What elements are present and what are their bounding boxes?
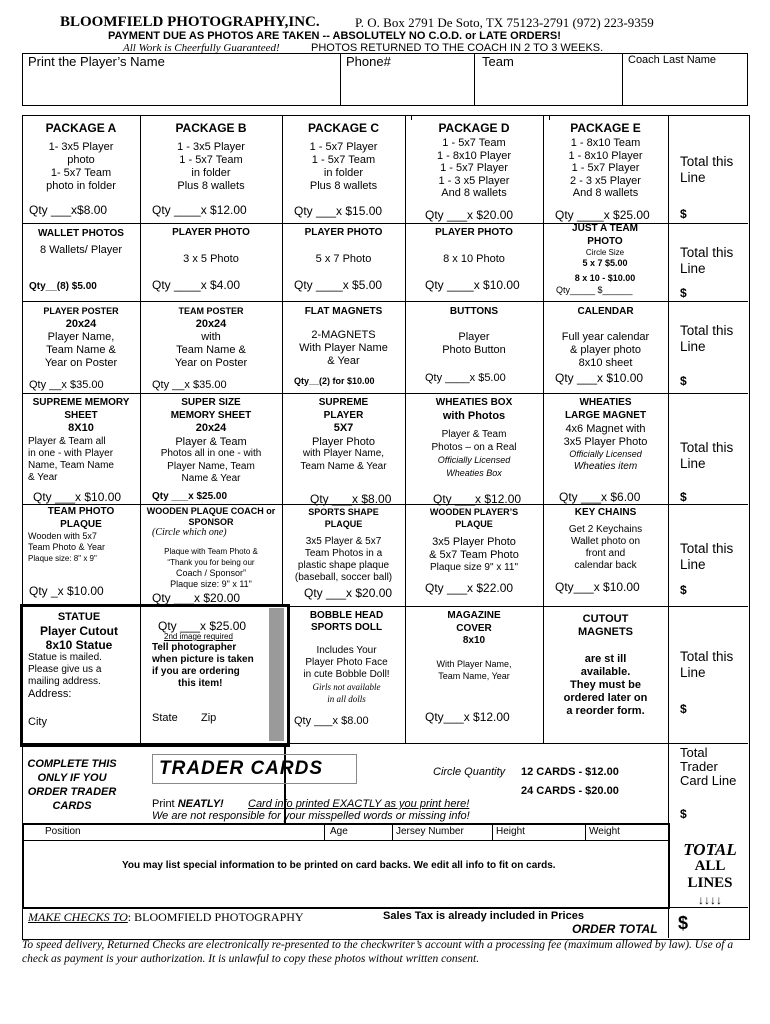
- weight-field[interactable]: Weight: [589, 826, 620, 837]
- statue-zip-field[interactable]: Zip: [201, 712, 217, 724]
- print-neatly: Print NEATLY!: [152, 798, 224, 810]
- package-c-qty[interactable]: Qty ___x $15.00: [294, 204, 383, 218]
- misspelled-note: We are not responsible for your misspelled words or missing info!: [152, 810, 470, 822]
- wheaties-box[interactable]: WHEATIES BOX with Photos Player & Team Photos – on a Real Officially Licensed Wheaties Box: [431, 397, 517, 478]
- package-e-qty[interactable]: Qty ____x $25.00: [555, 208, 650, 222]
- key-chains[interactable]: KEY CHAINS Get 2 Keychains Wallet photo on front and calendar back: [568, 507, 643, 571]
- sports-shape-plaque[interactable]: SPORTS SHAPE PLAQUE 3x5 Player & 5x7 Team Photos in a plastic shape plaque (baseball, soccer ball): [294, 507, 393, 583]
- team-photo-plaque[interactable]: TEAM PHOTO PLAQUE: [47, 506, 115, 530]
- package-c[interactable]: PACKAGE C 1 - 5x7 Player 1 - 5x7 Team in folder Plus 8 wallets: [307, 121, 380, 192]
- trader-option-12[interactable]: 12 CARDS - $12.00: [521, 766, 619, 778]
- player-photo-8x10-qty[interactable]: Qty ____x $10.00: [425, 278, 520, 292]
- wooden-plaque-coach-qty[interactable]: Qty ___x $20.00: [152, 591, 241, 605]
- row3-total-field[interactable]: $: [680, 374, 687, 388]
- team-poster-qty[interactable]: Qty __x $35.00: [152, 379, 227, 391]
- player-poster[interactable]: PLAYER POSTER 20x24 Player Name, Team Name & Year on Poster: [43, 306, 119, 369]
- company-address: P. O. Box 2791 De Soto, TX 75123-2791 (972) 223-9359: [355, 15, 654, 30]
- phone-field[interactable]: Phone#: [346, 54, 391, 69]
- circle-which-one: (Circle which one): [152, 527, 227, 538]
- player-photo-3x5[interactable]: PLAYER PHOTO 3 x 5 Photo: [172, 227, 250, 265]
- row4-total-label: Total this Line: [680, 440, 734, 471]
- make-checks-to: MAKE CHECKS TO: BLOOMFIELD PHOTOGRAPHY: [28, 910, 304, 924]
- player-photo-5x7[interactable]: PLAYER PHOTO 5 x 7 Photo: [304, 227, 383, 265]
- row1-total-label: Total this Line: [680, 154, 734, 185]
- company-name: BLOOMFIELD PHOTOGRAPHY,INC.: [60, 14, 320, 30]
- coach-last-name-field[interactable]: Coach Last Name: [628, 54, 717, 66]
- trader-complete-note: COMPLETE THIS ONLY IF YOU ORDER TRADER CARDS: [27, 758, 117, 812]
- card-info-note: Card info printed EXACTLY as you print here!: [248, 798, 470, 810]
- key-chains-qty[interactable]: Qty___x $10.00: [555, 580, 640, 594]
- flat-magnets-qty[interactable]: Qty__(2) for $10.00: [294, 376, 375, 386]
- row2-total-field[interactable]: $: [680, 286, 687, 300]
- wooden-plaque-coach-desc: Plaque with Team Photo & “Thank you for being our Coach / Sponsor” Plaque size: 9" x 11": [164, 547, 258, 589]
- statue-city-field[interactable]: City: [28, 716, 47, 728]
- sports-shape-plaque-qty[interactable]: Qty ___x $20.00: [304, 586, 393, 600]
- wheaties-magnet-qty[interactable]: Qty ___x $6.00: [559, 490, 641, 504]
- wheaties-box-qty[interactable]: Qty ___x $12.00: [433, 492, 522, 506]
- bobble-head[interactable]: BOBBLE HEAD SPORTS DOLL Includes Your Player Photo Face in cute Bobble Doll! Girls not available in all dolls: [303, 610, 390, 704]
- super-size-memory-sheet[interactable]: SUPER SIZE MEMORY SHEET 20x24 Player & Team Photos all in one - with Player Name, Team Name & Year: [160, 397, 262, 484]
- team-poster[interactable]: TEAM POSTER 20x24 with Team Name & Year on Poster: [174, 306, 248, 369]
- player-poster-qty[interactable]: Qty __x $35.00: [29, 379, 104, 391]
- wheaties-magnet[interactable]: WHEATIES LARGE MAGNET 4x6 Magnet with 3x5 Player Photo Officially Licensed Wheaties item: [563, 397, 648, 472]
- package-b[interactable]: PACKAGE B 1 - 3x5 Player 1 - 5x7 Team in folder Plus 8 wallets: [175, 121, 247, 192]
- age-field[interactable]: Age: [330, 826, 348, 837]
- position-field[interactable]: Position: [45, 826, 81, 837]
- row4-total-field[interactable]: $: [680, 490, 687, 504]
- guarantee-text: All Work is Cheerfully Guaranteed!: [123, 42, 280, 54]
- wooden-players-plaque[interactable]: WOODEN PLAYER’S PLAQUE 3x5 Player Photo & 5x7 Team Photo Plaque size 9" x 11": [429, 507, 519, 573]
- package-d-qty[interactable]: Qty ___x $20.00: [425, 208, 514, 222]
- wooden-plaque-coach[interactable]: WOODEN PLAQUE COACH or SPONSOR: [146, 506, 276, 527]
- statue-qty[interactable]: Qty ___x $25.00: [158, 619, 247, 633]
- package-a[interactable]: PACKAGE A 1- 3x5 Player photo 1- 5x7 Team photo in folder: [45, 121, 117, 192]
- height-field[interactable]: Height: [496, 826, 525, 837]
- payment-terms: PAYMENT DUE AS PHOTOS ARE TAKEN -- ABSOLUTELY NO C.O.D. or LATE ORDERS!: [108, 30, 561, 42]
- team-photo[interactable]: JUST A TEAM PHOTO Circle Size 5 x 7 $5.00 8 x 10 - $10.00: [572, 223, 638, 284]
- sales-tax-note: Sales Tax is already included in Prices: [383, 910, 584, 922]
- team-field[interactable]: Team: [482, 54, 514, 69]
- order-total-label: ORDER TOTAL: [572, 922, 658, 936]
- supreme-memory-sheet[interactable]: SUPREME MEMORY SHEET 8X10: [32, 397, 130, 434]
- jersey-number-field[interactable]: Jersey Number: [396, 826, 464, 837]
- row3-total-label: Total this Line: [680, 323, 734, 354]
- row6-total-label: Total this Line: [680, 649, 734, 680]
- trader-total-field[interactable]: $: [680, 807, 687, 821]
- super-size-memory-sheet-qty[interactable]: Qty ___x $25.00: [152, 491, 228, 502]
- trader-total-label: Total Trader Card Line: [680, 745, 737, 788]
- buttons[interactable]: BUTTONS Player Photo Button: [442, 306, 506, 356]
- statue-state-field[interactable]: State: [152, 712, 178, 724]
- player-photo-3x5-qty[interactable]: Qty ____x $4.00: [152, 278, 241, 292]
- cutout-magnets: CUTOUT MAGNETS are st ill available. They must be ordered later on a reorder form.: [563, 613, 648, 717]
- wooden-players-plaque-qty[interactable]: Qty ___x $22.00: [425, 581, 514, 595]
- wallet-photos-qty[interactable]: Qty__(8) $5.00: [29, 281, 97, 292]
- return-notice: PHOTOS RETURNED TO THE COACH IN 2 TO 3 WEEKS.: [311, 42, 604, 54]
- calendar[interactable]: CALENDAR Full year calendar & player photo 8x10 sheet: [561, 306, 650, 369]
- flat-magnets[interactable]: FLAT MAGNETS 2-MAGNETS With Player Name & Year: [299, 306, 388, 367]
- package-a-qty[interactable]: Qty ___x$8.00: [29, 203, 108, 217]
- second-image-note: 2nd image required: [164, 632, 233, 641]
- package-b-qty[interactable]: Qty ____x $12.00: [152, 203, 247, 217]
- total-all-lines-label: TOTAL ALL LINES ↓↓↓↓: [683, 840, 737, 907]
- package-d[interactable]: PACKAGE D 1 - 5x7 Team 1 - 8x10 Player 1 - 5x7 Player 1 - 3 x5 Player And 8 wallets: [437, 121, 511, 199]
- supreme-player[interactable]: SUPREME PLAYER 5X7 Player Photo with Player Name, Team Name & Year: [300, 397, 387, 472]
- player-photo-8x10[interactable]: PLAYER PHOTO 8 x 10 Photo: [435, 227, 513, 265]
- special-info-note: You may list special information to be printed on card backs. We edit all info to fit on cards.: [122, 860, 556, 871]
- supreme-memory-sheet-qty[interactable]: Qty ___x $10.00: [33, 490, 122, 504]
- circle-quantity-label: Circle Quantity: [433, 766, 506, 778]
- buttons-qty[interactable]: Qty ____x $5.00: [425, 372, 506, 384]
- package-e[interactable]: PACKAGE E 1 - 8x10 Team 1 - 8x10 Player 1 - 5x7 Player 2 - 3 x5 Player And 8 wallets: [568, 121, 643, 199]
- bobble-head-qty[interactable]: Qty ___x $8.00: [294, 715, 369, 727]
- player-name-field[interactable]: Print the Player’s Name: [28, 54, 165, 69]
- row2-total-label: Total this Line: [680, 245, 734, 276]
- calendar-qty[interactable]: Qty ___x $10.00: [555, 371, 644, 385]
- player-photo-5x7-qty[interactable]: Qty ____x $5.00: [294, 278, 383, 292]
- statue-item[interactable]: STATUE Player Cutout 8x10 Statue: [39, 611, 118, 652]
- team-photo-qty[interactable]: Qty_____ $______: [556, 285, 633, 295]
- trader-cards-title: TRADER CARDS: [152, 754, 357, 784]
- magazine-cover[interactable]: MAGAZINE COVER 8x10 With Player Name, Team Name, Year: [436, 610, 512, 681]
- supreme-memory-sheet-desc: Player & Team all in one - with Player Name, Team Name & Year: [28, 436, 114, 483]
- statue-address-note: Statue is mailed. Please give us a mailing address. Address:: [28, 652, 102, 700]
- team-photo-plaque-desc: Wooden with 5x7 Team Photo & Year Plaque size: 8" x 9": [28, 531, 106, 563]
- trader-option-24[interactable]: 24 CARDS - $20.00: [521, 785, 619, 797]
- team-photo-plaque-qty[interactable]: Qty _x $10.00: [29, 584, 104, 598]
- wallet-photos[interactable]: WALLET PHOTOS 8 Wallets/ Player: [38, 228, 124, 256]
- magazine-cover-qty[interactable]: Qty___x $12.00: [425, 710, 510, 724]
- statue-tell-photographer: Tell photographer when picture is taken if you are ordering this item!: [152, 642, 254, 689]
- row1-total-field[interactable]: $: [680, 207, 687, 221]
- row6-total-field[interactable]: $: [680, 702, 687, 716]
- row5-total-label: Total this Line: [680, 541, 734, 572]
- fine-print: To speed delivery, Returned Checks are electronically re-presented to the checkwriter’s account with a processing fee (maximum allowed by law). Use of a check as payment is your authorization. It is unlawful to copy these photos without written consent.: [22, 939, 734, 965]
- row5-total-field[interactable]: $: [680, 583, 687, 597]
- order-total-field[interactable]: $: [678, 913, 689, 933]
- supreme-player-qty[interactable]: Qty ___x $8.00: [310, 492, 392, 506]
